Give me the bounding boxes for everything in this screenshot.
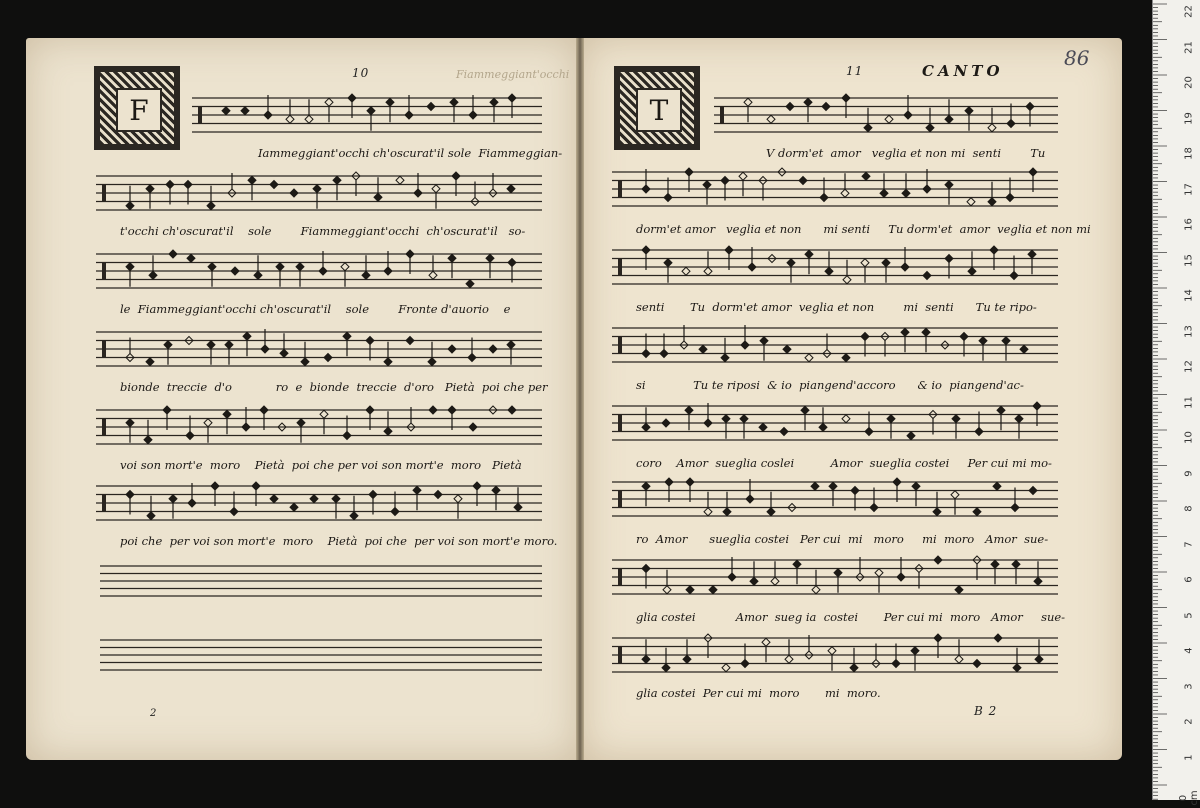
lyric-line-right-3: senti Tu dorm'et amor veglia et non mi senti Tu te ripo- bbox=[636, 300, 1037, 314]
lyric-line-right-2: dorm'et amor veglia et non mi senti Tu dorm'et amor veglia et non mi bbox=[636, 222, 1091, 236]
staff-right-4 bbox=[612, 320, 1058, 370]
lyric-line-right-8: glia costei Per cui mi moro mi moro. bbox=[636, 686, 881, 700]
staff-left-3 bbox=[96, 246, 542, 296]
ruler-number: 5 bbox=[1183, 611, 1195, 619]
staff-left-2 bbox=[96, 168, 542, 218]
ruler-number: 18 bbox=[1183, 147, 1195, 160]
footer-signature-right: B 2 bbox=[974, 704, 998, 718]
staff-right-6 bbox=[612, 474, 1058, 524]
lyric-line-right-6: ro Amor sueglia costei Per cui mi moro mi moro Amor sue- bbox=[636, 532, 1049, 546]
ruler-number: 4 bbox=[1183, 647, 1195, 654]
staff-left-empty-2 bbox=[100, 632, 542, 678]
ruler-number: 13 bbox=[1183, 324, 1195, 338]
handwritten-folio-number: 86 bbox=[1064, 46, 1090, 70]
lyric-line-left-6: poi che per voi son mort'e moro Pietà poi che per voi son mort'e moro. bbox=[120, 534, 558, 548]
lyric-line-left-4: bionde treccie d'o ro e bionde treccie d'oro Pietà poi che per bbox=[120, 380, 548, 394]
initial-letter-block bbox=[94, 66, 180, 150]
initial-letter: F bbox=[116, 88, 162, 132]
ruler-number: 21 bbox=[1183, 40, 1195, 54]
staff-left-1 bbox=[192, 90, 542, 140]
lyric-line-left-3: le Fiammeggiant'occhi ch'oscurat'il sole Fronte d'auorio e bbox=[120, 302, 511, 316]
page-number-left: 10 bbox=[352, 66, 370, 80]
ruler-number: 7 bbox=[1183, 540, 1195, 548]
ruler-number: 15 bbox=[1183, 253, 1195, 267]
ruler-number: 10 bbox=[1183, 431, 1195, 444]
ruler-number: 14 bbox=[1183, 289, 1195, 302]
ruler-number: 20 bbox=[1183, 76, 1195, 89]
ruler-number: 9 bbox=[1183, 469, 1195, 477]
initial-letter-block-right bbox=[614, 66, 700, 150]
ruler-number: 6 bbox=[1183, 576, 1195, 583]
staff-left-empty-1 bbox=[100, 558, 542, 604]
staff-right-2 bbox=[612, 164, 1058, 214]
lyric-line-right-5: coro Amor sueglia coslei Amor sueglia costei Per cui mi mo- bbox=[636, 456, 1052, 470]
faint-bleed-text: Fiammeggiant'occhi bbox=[456, 68, 570, 81]
ruler-number: 11 bbox=[1183, 395, 1195, 409]
lyric-line-right-7: glia costei Amor sueg ia costei Per cui mi moro Amor sue- bbox=[636, 610, 1066, 624]
staff-left-5 bbox=[96, 402, 542, 452]
ruler-number: 0 cm bbox=[1178, 790, 1200, 806]
staff-left-6 bbox=[96, 478, 542, 528]
staff-left-4 bbox=[96, 324, 542, 374]
ruler-number: 1 bbox=[1183, 753, 1195, 761]
ruler-number: 3 bbox=[1183, 682, 1195, 690]
measuring-ruler bbox=[1152, 0, 1200, 806]
lyric-line-right-4: si Tu te riposi & io piangend'accoro & io piangend'ac- bbox=[636, 378, 1024, 392]
ruler-number: 17 bbox=[1183, 182, 1195, 196]
staff-right-1 bbox=[714, 90, 1058, 140]
footer-signature-left: 2 bbox=[150, 708, 158, 719]
page-number-right: 11 bbox=[846, 64, 864, 78]
ruler-number: 19 bbox=[1183, 111, 1195, 125]
staff-right-5 bbox=[612, 398, 1058, 448]
ruler-number: 8 bbox=[1183, 505, 1195, 512]
staff-right-8 bbox=[612, 630, 1058, 680]
initial-letter-right: T bbox=[636, 88, 682, 132]
lyric-line-left-2: t'occhi ch'oscurat'il sole Fiammeggiant'occhi ch'oscurat'il so- bbox=[120, 224, 526, 238]
book-gutter bbox=[576, 38, 584, 760]
ruler-number: 2 bbox=[1183, 718, 1195, 725]
ruler-number: 12 bbox=[1183, 360, 1195, 373]
staff-right-7 bbox=[612, 552, 1058, 602]
ruler-number: 22 bbox=[1183, 5, 1195, 18]
voice-part-title: CANTO bbox=[922, 62, 1004, 80]
lyric-line-left-5: voi son mort'e moro Pietà poi che per voi son mort'e moro Pietà bbox=[120, 458, 522, 472]
ruler-number: 16 bbox=[1183, 218, 1195, 231]
lyric-line-right-1: V dorm'et amor veglia et non mi senti Tu bbox=[766, 146, 1046, 160]
staff-right-3 bbox=[612, 242, 1058, 292]
lyric-line-left-1: Iammeggiant'occhi ch'oscurat'il sole Fiammeggian- bbox=[258, 146, 563, 160]
